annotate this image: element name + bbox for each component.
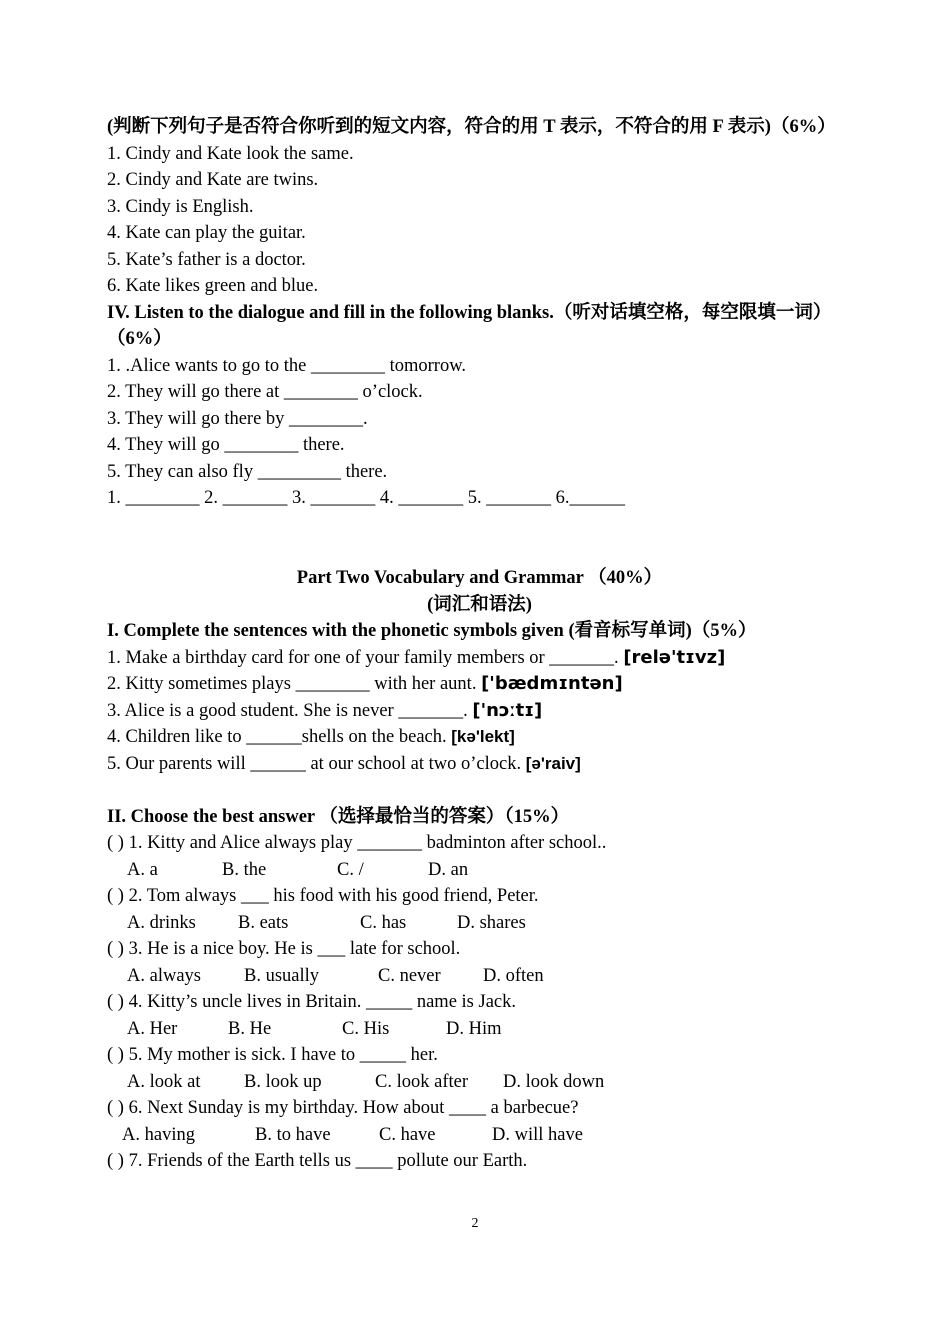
phonetic-symbol: [relə'tɪvz] <box>623 646 726 668</box>
option-c: C. never <box>378 965 441 986</box>
phonetic-sentence: 1. Make a birthday card for one of your family members or _______. <box>107 647 624 668</box>
option-d: D. will have <box>492 1124 583 1145</box>
option-d: D. shares <box>457 912 526 933</box>
question-stem: ( ) 4. Kitty’s uncle lives in Britain. _____ name is Jack. <box>107 992 516 1012</box>
option-b: B. the <box>222 859 267 880</box>
option-b: B. He <box>228 1018 272 1039</box>
phonetic-sentence: 4. Children like to ______shells on the beach. <box>107 727 452 747</box>
question-options <box>107 1069 852 1096</box>
option-a: A. Her <box>127 1018 178 1039</box>
question-stem: ( ) 7. Friends of the Earth tells us ____ pollute our Earth. <box>107 1151 528 1171</box>
fill-blank-item: 5. They can also fly _________ there. <box>107 461 388 482</box>
statement-item: 6. Kate likes green and blue. <box>107 276 319 296</box>
fill-blank-item: 2. They will go there at ________ o’clock. <box>107 382 423 402</box>
phonetic-item <box>107 645 852 672</box>
statement-item: 1. Cindy and Kate look the same. <box>107 143 354 164</box>
option-b: B. to have <box>255 1124 331 1145</box>
option-b: B. eats <box>238 912 289 933</box>
option-d: D. often <box>483 965 544 986</box>
section-3-instruction: (判断下列句子是否符合你听到的短文内容，符合的用 T 表示，不符合的用 F 表示)（6%） <box>107 117 836 137</box>
phonetic-item <box>107 671 852 698</box>
option-a: A. drinks <box>127 912 196 933</box>
statement-item: 5. Kate’s father is a doctor. <box>107 249 306 270</box>
fill-blank-item: 4. They will go ________ there. <box>107 435 345 455</box>
question-options <box>107 910 852 937</box>
question-options <box>107 857 852 884</box>
phonetic-item <box>107 751 852 778</box>
question-options <box>107 1016 852 1043</box>
option-c: C. has <box>360 912 407 933</box>
phonetic-sentence: 3. Alice is a good student. She is never _______. <box>107 700 473 721</box>
phonetic-sentence: 2. Kitty sometimes plays ________ with her aunt. <box>107 674 482 694</box>
question-options <box>107 1122 852 1149</box>
phonetic-symbol: ['bædmɪntən] <box>481 673 623 694</box>
phonetics-heading: I. Complete the sentences with the phonetic symbols given (看音标写单词)（5%） <box>107 621 757 641</box>
option-b: B. look up <box>244 1071 322 1092</box>
fill-blank-item: 1. .Alice wants to go to the ________ tomorrow. <box>107 355 466 376</box>
option-a: A. always <box>127 965 201 986</box>
phonetic-symbol: [ə'raiv] <box>525 753 581 773</box>
question-stem: ( ) 1. Kitty and Alice always play _______ badminton after school.. <box>107 833 607 853</box>
option-a: A. look at <box>127 1071 201 1092</box>
option-c: C. / <box>337 859 364 880</box>
part-two-title: Part Two Vocabulary and Grammar （40%） <box>296 568 663 588</box>
question-stem: ( ) 5. My mother is sick. I have to _____ her. <box>107 1045 438 1065</box>
option-c: C. have <box>379 1124 436 1145</box>
answer-line: 1. ________ 2. _______ 3. _______ 4. _______ 5. _______ 6.______ <box>107 488 625 508</box>
option-b: B. usually <box>244 965 320 986</box>
phonetic-item <box>107 698 852 725</box>
question-stem: ( ) 2. Tom always ___ his food with his good friend, Peter. <box>107 886 539 906</box>
option-a: A. a <box>127 859 158 880</box>
option-d: D. an <box>428 859 469 880</box>
question-stem: ( ) 3. He is a nice boy. He is ___ late for school. <box>107 939 461 959</box>
worksheet-page <box>107 114 852 1175</box>
statement-item: 2. Cindy and Kate are twins. <box>107 170 319 190</box>
phonetic-symbol: [kə'lekt] <box>451 727 515 746</box>
question-stem: ( ) 6. Next Sunday is my birthday. How about ____ a barbecue? <box>107 1098 579 1118</box>
part-two-subtitle: (词汇和语法) <box>427 594 532 615</box>
statement-item: 4. Kate can play the guitar. <box>107 223 306 243</box>
phonetic-symbol: ['nɔːtɪ] <box>472 699 543 721</box>
option-d: D. Him <box>446 1018 502 1039</box>
phonetic-sentence: 5. Our parents will ______ at our school at two o’clock. <box>107 753 526 774</box>
option-d: D. look down <box>503 1071 605 1092</box>
fill-blank-item: 3. They will go there by ________. <box>107 408 368 429</box>
option-c: C. look after <box>375 1071 468 1092</box>
page-number: 2 <box>471 1216 479 1231</box>
option-a: A. having <box>122 1124 195 1145</box>
section-4-heading: IV. Listen to the dialogue and fill in the following blanks.（听对话填空格，每空限填一词）（6%） <box>107 302 832 349</box>
statement-item: 3. Cindy is English. <box>107 196 254 217</box>
phonetic-item <box>107 724 852 751</box>
option-c: C. His <box>342 1018 390 1039</box>
question-options <box>107 963 852 990</box>
choice-heading: II. Choose the best answer （选择最恰当的答案）（15%） <box>107 806 570 827</box>
